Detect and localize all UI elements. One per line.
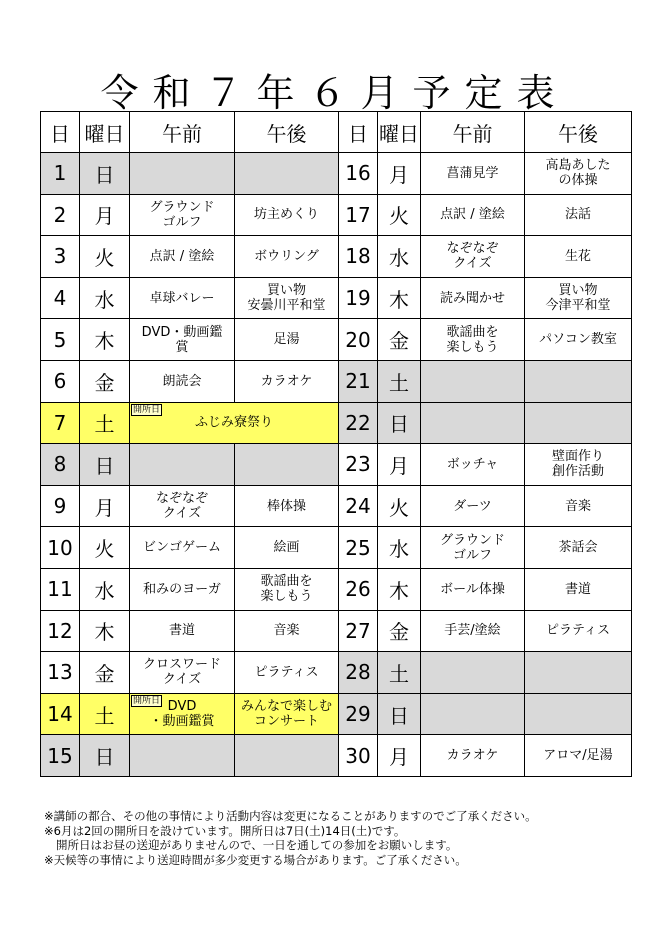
am-activity: DVD・動画鑑 賞	[141, 324, 223, 355]
day-of-week: 水	[80, 568, 130, 610]
am-activity: ボッチャ	[446, 456, 499, 472]
day-of-week: 金	[378, 319, 421, 361]
am-activity: 点訳 / 塗絵	[440, 207, 505, 223]
day-number: 14	[41, 693, 80, 735]
am-activity-cell	[130, 153, 235, 195]
day-of-week: 金	[80, 652, 130, 694]
table-row	[41, 652, 632, 694]
day-of-week: 水	[378, 236, 421, 278]
day-number: 2	[41, 194, 80, 236]
pm-activity: 高島あした の体操	[545, 158, 611, 189]
pm-activity-cell	[235, 693, 339, 735]
day-of-week: 土	[378, 652, 421, 694]
day-number: 10	[41, 527, 80, 569]
header-dow: 曜日	[80, 112, 130, 153]
table-row	[41, 153, 632, 195]
day-number: 27	[339, 610, 378, 652]
day-number: 4	[41, 277, 80, 319]
pm-activity: 音楽	[564, 498, 591, 514]
pm-activity: 法話	[564, 207, 591, 223]
day-number: 7	[41, 402, 80, 444]
day-number: 26	[339, 568, 378, 610]
day-number: 5	[41, 319, 80, 361]
table-row	[41, 319, 632, 361]
pm-activity: 音楽	[273, 623, 300, 639]
am-activity-cell	[130, 652, 235, 694]
day-number: 17	[339, 194, 378, 236]
pm-activity: ボウリング	[254, 248, 319, 264]
table-row	[41, 236, 632, 278]
day-number: 19	[339, 277, 378, 319]
header-am: 午前	[130, 112, 235, 153]
day-number: 30	[339, 735, 378, 777]
day-number: 16	[339, 153, 378, 195]
pm-activity-cell	[235, 610, 339, 652]
am-activity-cell	[130, 319, 235, 361]
day-of-week: 水	[378, 527, 421, 569]
day-number: 25	[339, 527, 378, 569]
pm-activity: 生花	[564, 248, 591, 264]
header-row	[41, 112, 632, 153]
pm-activity-cell	[525, 319, 632, 361]
day-of-week: 火	[378, 485, 421, 527]
pm-activity-cell	[525, 402, 632, 444]
pm-activity: パソコン教室	[539, 332, 617, 348]
pm-activity-cell	[235, 652, 339, 694]
am-activity-cell	[421, 277, 525, 319]
am-activity-cell	[130, 277, 235, 319]
pm-activity-cell	[525, 652, 632, 694]
pm-activity: 足湯	[273, 332, 300, 348]
pm-activity-cell	[525, 735, 632, 777]
activity-text: ふじみ寮祭り	[194, 415, 273, 431]
am-activity-cell	[130, 485, 235, 527]
am-activity: ボール体操	[440, 581, 505, 597]
table-row	[41, 444, 632, 486]
pm-activity: ピラティス	[546, 623, 610, 639]
am-activity-cell	[421, 693, 525, 735]
day-number: 3	[41, 236, 80, 278]
am-activity: 書道	[168, 623, 195, 639]
day-number: 15	[41, 735, 80, 777]
pm-activity: みんなで楽しむ コンサート	[240, 699, 332, 730]
day-number: 13	[41, 652, 80, 694]
am-activity: 手芸/塗絵	[444, 623, 501, 639]
day-of-week: 火	[80, 236, 130, 278]
am-activity-cell	[421, 610, 525, 652]
day-of-week: 木	[378, 277, 421, 319]
pm-activity: 絵画	[273, 540, 300, 556]
am-activity-cell	[421, 360, 525, 402]
day-number: 28	[339, 652, 378, 694]
am-activity-cell	[421, 319, 525, 361]
am-activity: DVD ・動画鑑賞	[149, 699, 215, 730]
pm-activity-cell	[235, 153, 339, 195]
pm-activity-cell	[525, 527, 632, 569]
day-of-week: 土	[80, 693, 130, 735]
pm-activity: 買い物 安曇川平和堂	[247, 283, 326, 314]
am-activity-cell	[130, 194, 235, 236]
header-day: 日	[41, 112, 80, 153]
am-activity: クロスワード クイズ	[142, 657, 221, 688]
am-activity-cell	[421, 444, 525, 486]
header-pm: 午後	[525, 112, 632, 153]
day-of-week: 日	[80, 735, 130, 777]
am-activity-cell	[421, 236, 525, 278]
table-row	[41, 277, 632, 319]
am-activity: グラウンド ゴルフ	[149, 199, 215, 230]
day-number: 1	[41, 153, 80, 195]
day-number: 18	[339, 236, 378, 278]
table-row	[41, 735, 632, 777]
day-of-week: 日	[378, 693, 421, 735]
pm-activity-cell	[235, 444, 339, 486]
day-of-week: 火	[378, 194, 421, 236]
day-of-week: 木	[80, 319, 130, 361]
pm-activity: アロマ/足湯	[543, 748, 613, 764]
pm-activity-cell	[525, 194, 632, 236]
pm-activity-cell	[235, 277, 339, 319]
pm-activity-cell	[525, 153, 632, 195]
table-row	[41, 568, 632, 610]
day-of-week: 火	[80, 527, 130, 569]
pm-activity-cell	[525, 693, 632, 735]
pm-activity-cell	[525, 610, 632, 652]
day-number: 9	[41, 485, 80, 527]
am-activity: 卓球バレー	[149, 290, 215, 306]
pm-activity-cell	[235, 319, 339, 361]
am-activity: なぞなぞ クイズ	[155, 491, 208, 522]
note-line: 開所日はお昼の送迎がありませんので、一日を通しての参加をお願いします。	[56, 838, 458, 852]
day-of-week: 日	[80, 153, 130, 195]
notes	[44, 809, 644, 867]
day-number: 11	[41, 568, 80, 610]
am-activity-cell	[130, 693, 235, 735]
am-activity: 朗読会	[162, 373, 202, 389]
day-number: 29	[339, 693, 378, 735]
day-number: 12	[41, 610, 80, 652]
day-number: 6	[41, 360, 80, 402]
day-of-week: 水	[80, 277, 130, 319]
pm-activity-cell	[235, 735, 339, 777]
day-of-week: 土	[378, 360, 421, 402]
day-number: 21	[339, 360, 378, 402]
day-of-week: 木	[80, 610, 130, 652]
header-day: 日	[339, 112, 378, 153]
header-am: 午前	[421, 112, 525, 153]
am-activity: 和みのヨーガ	[143, 581, 221, 597]
am-activity-cell	[421, 568, 525, 610]
pm-activity-cell	[235, 194, 339, 236]
open-day-badge: 開所日	[133, 404, 161, 415]
am-activity: ダーツ	[453, 498, 492, 514]
pm-activity-cell	[525, 360, 632, 402]
day-of-week: 木	[378, 568, 421, 610]
pm-activity: 買い物 今津平和堂	[545, 283, 611, 314]
am-activity-cell	[421, 527, 525, 569]
pm-activity-cell	[235, 485, 339, 527]
am-activity: 歌謡曲を 楽しもう	[446, 324, 499, 355]
day-number: 24	[339, 485, 378, 527]
day-of-week: 月	[378, 153, 421, 195]
am-activity-cell	[130, 610, 235, 652]
pm-activity-cell	[525, 485, 632, 527]
merged-activity-cell	[130, 402, 339, 444]
header-pm: 午後	[235, 112, 339, 153]
day-of-week: 日	[80, 444, 130, 486]
day-of-week: 金	[80, 360, 130, 402]
pm-activity-cell	[235, 236, 339, 278]
table-row	[41, 402, 632, 444]
day-of-week: 日	[378, 402, 421, 444]
pm-activity: 書道	[564, 581, 591, 597]
day-of-week: 月	[80, 194, 130, 236]
am-activity: 点訳 / 塗絵	[149, 248, 215, 264]
am-activity: 読み聞かせ	[439, 290, 505, 306]
day-of-week: 土	[80, 402, 130, 444]
am-activity-cell	[130, 735, 235, 777]
pm-activity: ピラティス	[254, 664, 319, 680]
pm-activity-cell	[525, 236, 632, 278]
table-row	[41, 485, 632, 527]
day-number: 20	[339, 319, 378, 361]
day-of-week: 金	[378, 610, 421, 652]
am-activity-cell	[421, 485, 525, 527]
am-activity: なぞなぞ クイズ	[446, 241, 499, 272]
am-activity-cell	[130, 527, 235, 569]
pm-activity: 茶話会	[558, 540, 598, 556]
am-activity-cell	[130, 568, 235, 610]
pm-activity: カラオケ	[260, 373, 313, 389]
am-activity: カラオケ	[446, 748, 499, 764]
am-activity-cell	[421, 652, 525, 694]
pm-activity: 歌謡曲を 楽しもう	[260, 574, 313, 605]
am-activity: ビンゴゲーム	[142, 540, 221, 556]
note-line: ※6月は2回の開所日を設けています。開所日は7日(土)14日(土)です。	[44, 823, 406, 838]
pm-activity: 壁面作り 創作活動	[551, 449, 604, 480]
pm-activity-cell	[235, 527, 339, 569]
am-activity-cell	[421, 735, 525, 777]
am-activity: グラウンド ゴルフ	[439, 532, 505, 563]
table-row	[41, 610, 632, 652]
pm-activity: 坊主めくり	[253, 207, 319, 223]
am-activity-cell	[421, 402, 525, 444]
day-of-week: 月	[378, 735, 421, 777]
open-day-badge: 開所日	[133, 695, 161, 706]
day-number: 8	[41, 444, 80, 486]
am-activity-cell	[421, 153, 525, 195]
page-title: 令和７年６月予定表	[100, 71, 569, 115]
pm-activity-cell	[525, 444, 632, 486]
schedule-table	[40, 111, 632, 777]
note-line: ※講師の都合、その他の事情により活動内容は変更になることがありますのでご了承ください。	[44, 809, 537, 823]
day-number: 22	[339, 402, 378, 444]
header-dow: 曜日	[378, 112, 421, 153]
pm-activity: 棒体操	[266, 498, 306, 514]
pm-activity-cell	[525, 568, 632, 610]
table-row	[41, 360, 632, 402]
am-activity-cell	[130, 360, 235, 402]
pm-activity-cell	[235, 360, 339, 402]
am-activity-cell	[421, 194, 525, 236]
day-number: 23	[339, 444, 378, 486]
pm-activity-cell	[235, 568, 339, 610]
table-row	[41, 527, 632, 569]
pm-activity-cell	[525, 277, 632, 319]
am-activity-cell	[130, 444, 235, 486]
am-activity-cell	[130, 236, 235, 278]
note-line: ※天候等の事情により送迎時間が多少変更する場合があります。ご了承ください。	[44, 852, 467, 867]
table-row	[41, 194, 632, 236]
day-of-week: 月	[378, 444, 421, 486]
am-activity: 菖蒲見学	[446, 165, 499, 181]
day-of-week: 月	[80, 485, 130, 527]
table-row	[41, 693, 632, 735]
